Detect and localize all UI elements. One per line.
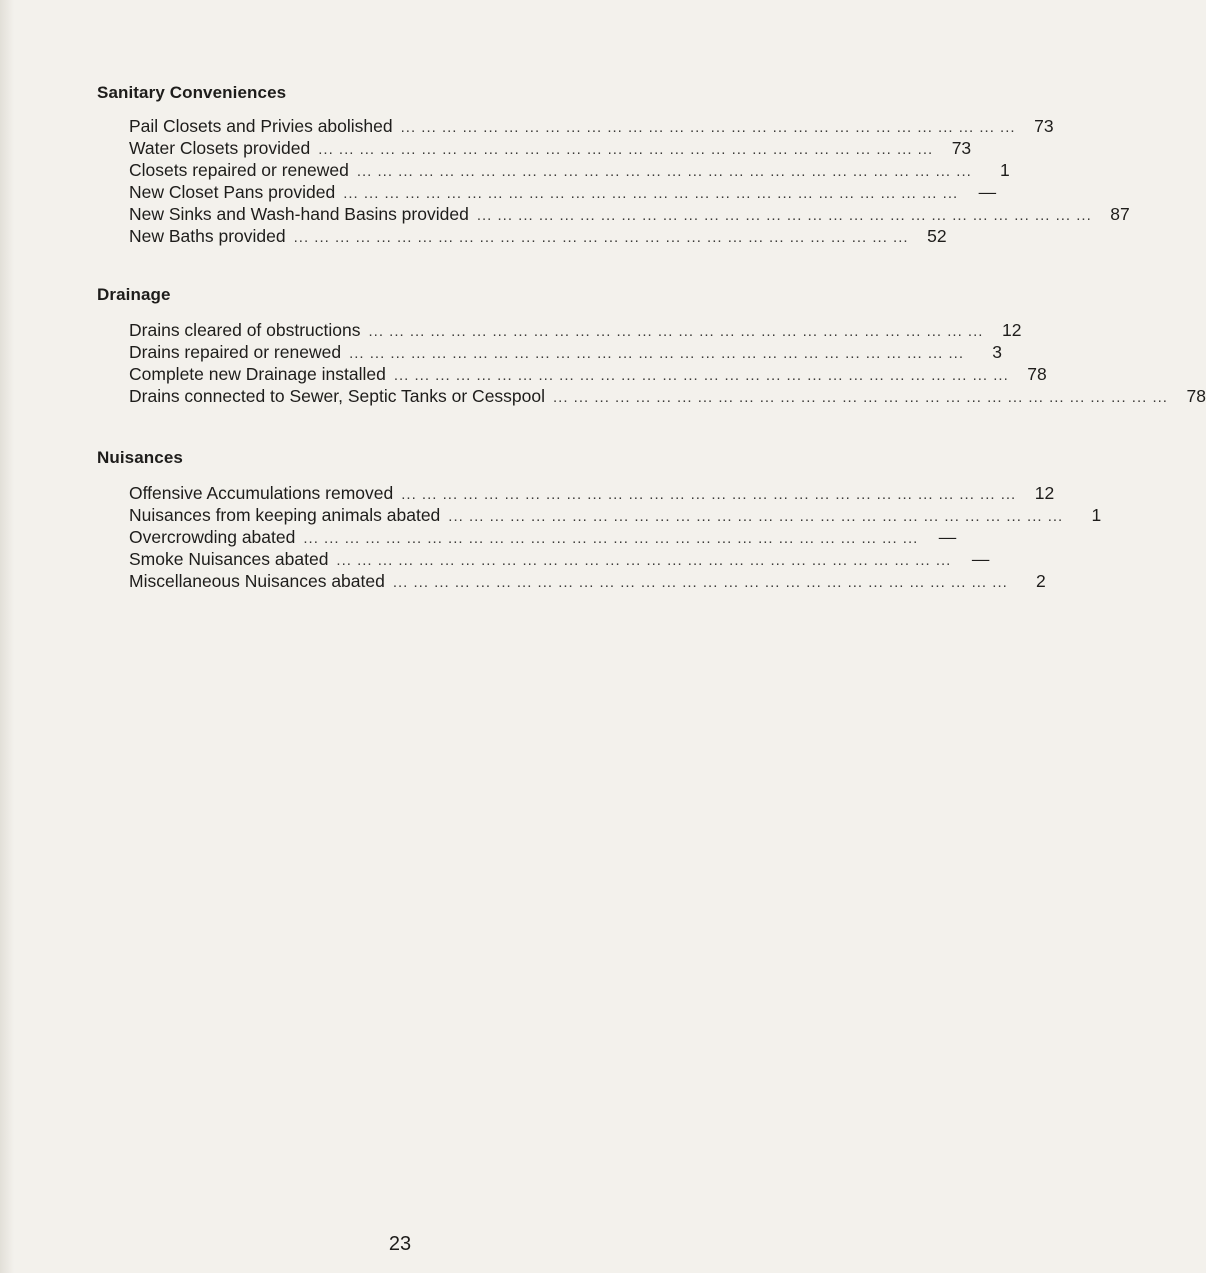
- list-item: [129, 115, 1054, 137]
- item-label: New Baths provided: [129, 226, 286, 246]
- item-value: 52: [927, 226, 947, 246]
- item-label: New Sinks and Wash-hand Basins provided: [129, 204, 469, 224]
- item-value: —: [971, 549, 990, 569]
- item-label: Drains repaired or renewed: [129, 342, 342, 362]
- item-label: Offensive Accumulations removed: [129, 483, 394, 503]
- page-number: 23: [388, 1233, 412, 1255]
- item-value: 1: [1091, 505, 1102, 525]
- item-label: Drains cleared of obstructions: [129, 320, 361, 340]
- sanitary-conveniences-list: [129, 115, 1130, 247]
- section-heading-nuisances: Nuisances: [97, 448, 183, 467]
- list-item: [129, 385, 1206, 407]
- nuisances-list: [129, 482, 1102, 592]
- list-item: [129, 203, 1130, 225]
- section-heading-drainage: Drainage: [97, 285, 171, 304]
- item-value: —: [978, 182, 997, 202]
- list-item: [129, 570, 1046, 592]
- list-item: [129, 159, 1010, 181]
- dot-leader: ... ... ... ... ... ... ... ... ... ... ... ... ... ... ... ... ... ... ... ... ... ... ... ... ... ... ... ... ... ...: [448, 508, 1064, 525]
- list-item: [129, 548, 990, 570]
- item-value: 73: [951, 138, 972, 158]
- item-value: 2: [1036, 571, 1046, 591]
- item-label: Drains connected to Sewer, Septic Tanks or Cesspool: [129, 386, 546, 406]
- dot-leader: ... ... ... ... ... ... ... ... ... ... ... ... ... ... ... ... ... ... ... ... ... ... ... ... ... ... ... ... ... ...: [553, 389, 1168, 406]
- item-value: 78: [1027, 364, 1047, 384]
- dot-leader: ... ... ... ... ... ... ... ... ... ... ... ... ... ... ... ... ... ... ... ... ... ... ... ... ... ... ... ... ... ...: [349, 345, 964, 362]
- dot-leader: ... ... ... ... ... ... ... ... ... ... ... ... ... ... ... ... ... ... ... ... ... ... ... ... ... ... ... ... ... ...: [303, 530, 919, 547]
- item-value: 87: [1110, 204, 1130, 224]
- dot-leader: ... ... ... ... ... ... ... ... ... ... ... ... ... ... ... ... ... ... ... ... ... ... ... ... ... ... ... ... ... ...: [368, 323, 984, 340]
- item-label: Overcrowding abated: [129, 527, 296, 547]
- dot-leader: ... ... ... ... ... ... ... ... ... ... ... ... ... ... ... ... ... ... ... ... ... ... ... ... ... ... ... ... ... ...: [401, 486, 1017, 503]
- dot-leader: ... ... ... ... ... ... ... ... ... ... ... ... ... ... ... ... ... ... ... ... ... ... ... ... ... ... ... ... ... ...: [476, 207, 1092, 224]
- dot-leader: ... ... ... ... ... ... ... ... ... ... ... ... ... ... ... ... ... ... ... ... ... ... ... ... ... ... ... ... ... ...: [392, 574, 1008, 591]
- item-label: Pail Closets and Privies abolished: [129, 116, 393, 136]
- list-item: [129, 341, 1002, 363]
- dot-leader: ... ... ... ... ... ... ... ... ... ... ... ... ... ... ... ... ... ... ... ... ... ... ... ... ... ... ... ... ... ...: [356, 163, 972, 180]
- list-item: [129, 482, 1055, 504]
- dot-leader: ... ... ... ... ... ... ... ... ... ... ... ... ... ... ... ... ... ... ... ... ... ... ... ... ... ... ... ... ... ...: [393, 367, 1009, 384]
- dot-leader: ... ... ... ... ... ... ... ... ... ... ... ... ... ... ... ... ... ... ... ... ... ... ... ... ... ... ... ... ... ...: [318, 141, 934, 158]
- item-value: 12: [1001, 320, 1022, 340]
- item-value: 73: [1034, 116, 1054, 136]
- list-item: [129, 225, 947, 247]
- dot-leader: ... ... ... ... ... ... ... ... ... ... ... ... ... ... ... ... ... ... ... ... ... ... ... ... ... ... ... ... ... ...: [336, 552, 952, 569]
- list-item: [129, 181, 997, 203]
- item-value: —: [938, 527, 957, 547]
- item-label: Miscellaneous Nuisances abated: [129, 571, 385, 591]
- item-label: Water Closets provided: [129, 138, 311, 158]
- section-heading-sanitary-conveniences: Sanitary Conveniences: [97, 83, 287, 102]
- dot-leader: ... ... ... ... ... ... ... ... ... ... ... ... ... ... ... ... ... ... ... ... ... ... ... ... ... ... ... ... ... ...: [400, 119, 1016, 136]
- item-value: 78: [1186, 386, 1206, 406]
- item-label: Closets repaired or renewed: [129, 160, 349, 180]
- drainage-list: [129, 319, 1206, 407]
- list-item: [129, 504, 1102, 526]
- item-value: 1: [1000, 160, 1010, 180]
- item-value: 3: [992, 342, 1002, 362]
- item-label: Nuisances from keeping animals abated: [129, 505, 441, 525]
- list-item: [129, 137, 972, 159]
- list-item: [129, 363, 1047, 385]
- page-edge: [0, 0, 14, 1273]
- item-label: Smoke Nuisances abated: [129, 549, 329, 569]
- item-label: Complete new Drainage installed: [129, 364, 386, 384]
- dot-leader: ... ... ... ... ... ... ... ... ... ... ... ... ... ... ... ... ... ... ... ... ... ... ... ... ... ... ... ... ... ...: [293, 229, 909, 246]
- list-item: [129, 526, 957, 548]
- dot-leader: ... ... ... ... ... ... ... ... ... ... ... ... ... ... ... ... ... ... ... ... ... ... ... ... ... ... ... ... ... ...: [343, 185, 959, 202]
- item-value: 12: [1034, 483, 1055, 503]
- item-label: New Closet Pans provided: [129, 182, 336, 202]
- list-item: [129, 319, 1022, 341]
